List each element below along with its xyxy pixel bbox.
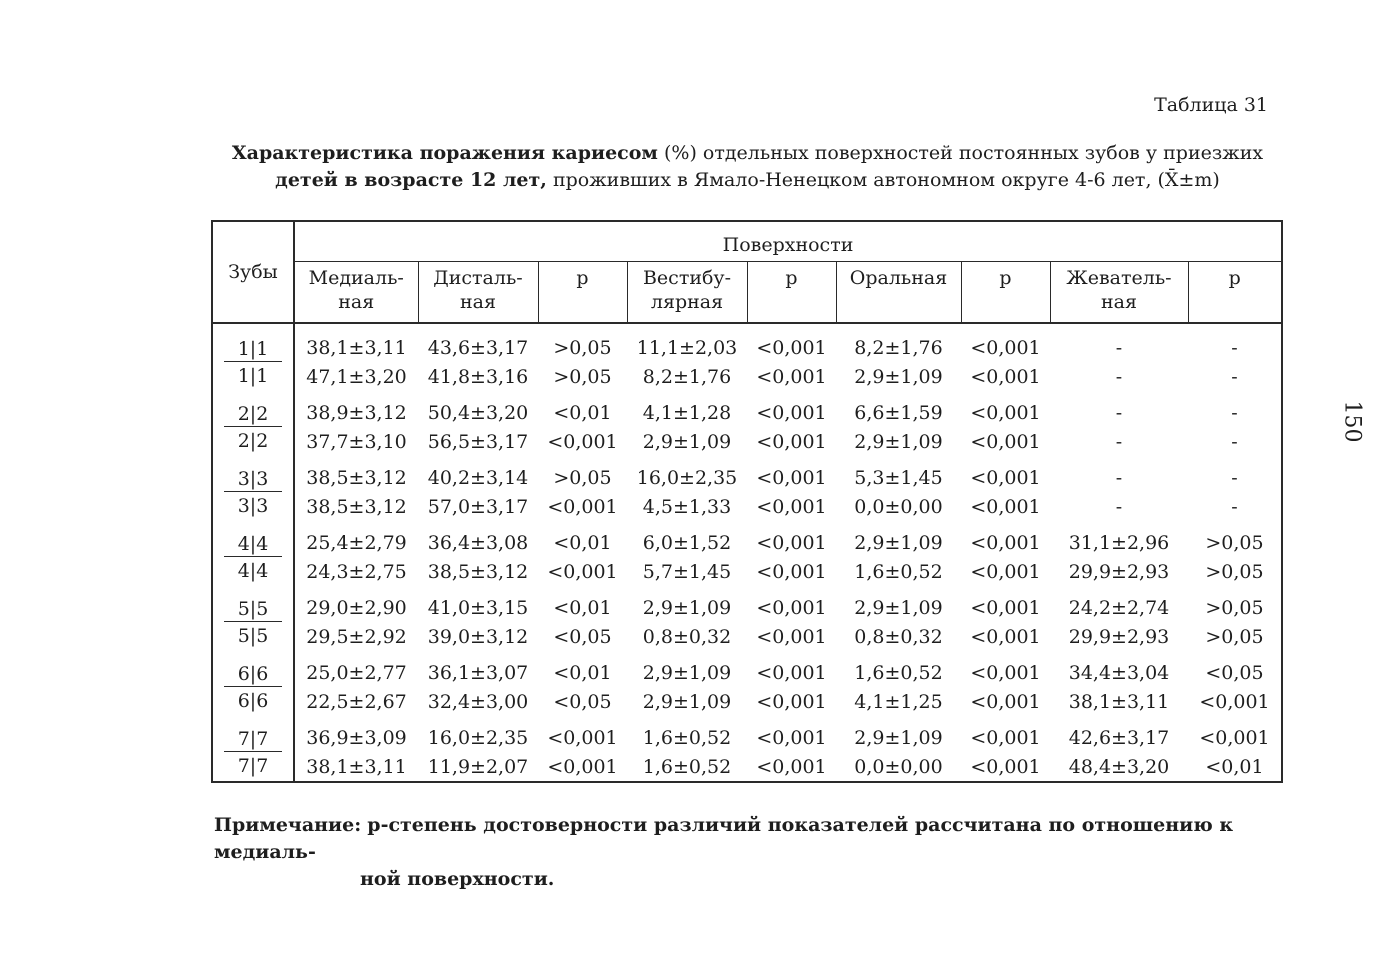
teeth-upper: 4|4 xyxy=(224,529,282,557)
cell-value: <0,001 xyxy=(1199,727,1270,749)
cell-value: <0,001 xyxy=(756,690,827,713)
cell-value: 24,3±2,75 xyxy=(306,560,407,583)
cell-value: <0,001 xyxy=(756,625,827,648)
cell-value: >0,05 xyxy=(1205,532,1264,554)
cell-value: <0,001 xyxy=(756,337,827,359)
cell-value: 38,1±3,11 xyxy=(1068,690,1170,713)
cell-value: <0,001 xyxy=(970,532,1041,554)
column-header-p1 xyxy=(538,262,627,324)
cell-value: 6,0±1,52 xyxy=(642,532,732,554)
cell-value: <0,001 xyxy=(970,430,1041,453)
cell-value: - xyxy=(1115,365,1123,388)
column-header-p3 xyxy=(961,262,1050,324)
cell-p1 xyxy=(538,655,627,720)
cell-p2 xyxy=(747,323,836,395)
cell-value: 2,9±1,09 xyxy=(854,365,943,388)
table-note xyxy=(214,812,1289,893)
column-header-vestibular xyxy=(627,262,747,324)
teeth-cell xyxy=(212,655,294,720)
column-header-line-2: лярная xyxy=(650,291,724,313)
cell-value: - xyxy=(1115,467,1123,489)
teeth-lower: 7|7 xyxy=(237,755,269,777)
teeth-cell xyxy=(212,395,294,460)
cell-value: <0,001 xyxy=(756,532,827,554)
cell-chewing xyxy=(1050,590,1188,655)
cell-medial xyxy=(294,525,418,590)
caption-line2-rest: проживших в Ямало-Ненецком автономном округе 4-6 лет, (X̄±m) xyxy=(552,169,1220,191)
cell-value: <0,001 xyxy=(547,495,618,518)
cell-value: >0,05 xyxy=(553,467,612,489)
cell-value: 6,6±1,59 xyxy=(854,402,943,424)
cell-p3 xyxy=(961,323,1050,395)
column-header-line-2: ная xyxy=(1101,291,1137,313)
cell-value: 38,1±3,11 xyxy=(306,337,407,359)
cell-value: 2,9±1,09 xyxy=(642,690,732,713)
column-header-line-1: Вестибу- xyxy=(642,267,732,289)
cell-distal xyxy=(418,720,538,782)
teeth-formula xyxy=(224,659,282,715)
cell-value: 48,4±3,20 xyxy=(1068,755,1170,778)
cell-value: <0,001 xyxy=(970,560,1041,583)
column-header-line-1: p xyxy=(785,267,798,289)
column-header-line-1: Медиаль- xyxy=(308,267,404,289)
cell-value: <0,001 xyxy=(756,560,827,583)
cell-chewing xyxy=(1050,395,1188,460)
cell-p3 xyxy=(961,525,1050,590)
cell-value: 4,1±1,28 xyxy=(642,402,732,424)
cell-value: 31,1±2,96 xyxy=(1068,532,1170,554)
cell-value: 5,7±1,45 xyxy=(642,560,732,583)
cell-value: <0,01 xyxy=(553,597,612,619)
column-header-row xyxy=(212,262,1282,324)
cell-value: <0,05 xyxy=(553,690,612,713)
cell-p2 xyxy=(747,395,836,460)
table-body xyxy=(212,323,1282,782)
table-row xyxy=(212,460,1282,525)
teeth-upper: 5|5 xyxy=(224,594,282,622)
teeth-lower: 3|3 xyxy=(237,495,269,517)
caption-line-2 xyxy=(210,167,1285,194)
cell-distal xyxy=(418,323,538,395)
cell-value: <0,001 xyxy=(1199,690,1270,713)
cell-chewing xyxy=(1050,655,1188,720)
cell-p4 xyxy=(1188,720,1282,782)
cell-value: 29,0±2,90 xyxy=(306,597,407,619)
cell-value: 29,9±2,93 xyxy=(1068,625,1170,648)
cell-value: 4,5±1,33 xyxy=(642,495,732,518)
cell-value: >0,05 xyxy=(553,365,612,388)
cell-value: <0,001 xyxy=(756,727,827,749)
caption-line-1 xyxy=(210,140,1285,167)
cell-value: <0,001 xyxy=(970,495,1041,518)
cell-value: 38,1±3,11 xyxy=(306,755,407,778)
cell-value: 41,0±3,15 xyxy=(427,597,529,619)
cell-vestibular xyxy=(627,590,747,655)
table-row xyxy=(212,525,1282,590)
teeth-cell xyxy=(212,590,294,655)
column-header-line-1: Оральная xyxy=(849,267,948,289)
cell-value: <0,01 xyxy=(553,532,612,554)
column-header-line-1: p xyxy=(1228,267,1241,289)
cell-value: <0,001 xyxy=(756,495,827,518)
cell-oral xyxy=(836,395,961,460)
cell-p1 xyxy=(538,720,627,782)
cell-value: >0,05 xyxy=(1205,560,1264,583)
teeth-upper: 1|1 xyxy=(224,334,282,362)
cell-value: <0,001 xyxy=(970,727,1041,749)
cell-value: 0,0±0,00 xyxy=(854,495,943,518)
cell-value: 1,6±0,52 xyxy=(642,727,732,749)
cell-value: 38,5±3,12 xyxy=(306,495,407,518)
column-header-p4 xyxy=(1188,262,1282,324)
teeth-formula xyxy=(224,594,282,650)
surfaces-group-header: Поверхности xyxy=(294,221,1282,262)
table-row xyxy=(212,323,1282,395)
cell-value: 2,9±1,09 xyxy=(642,430,732,453)
cell-oral xyxy=(836,460,961,525)
teeth-formula xyxy=(224,334,282,390)
cell-value: <0,001 xyxy=(970,625,1041,648)
page-number: 150 xyxy=(1339,400,1365,443)
cell-p1 xyxy=(538,323,627,395)
cell-value: 43,6±3,17 xyxy=(427,337,529,359)
cell-value: <0,001 xyxy=(756,467,827,489)
cell-distal xyxy=(418,395,538,460)
cell-chewing xyxy=(1050,720,1188,782)
table-label: Таблица 31 xyxy=(1154,94,1268,116)
cell-value: 0,8±0,32 xyxy=(854,625,943,648)
cell-value: 5,3±1,45 xyxy=(854,467,943,489)
cell-p3 xyxy=(961,655,1050,720)
cell-value: 2,9±1,09 xyxy=(854,532,943,554)
caption-bold-part: Характеристика поражения кариесом xyxy=(231,142,658,164)
caption-line2-bold: детей в возрасте 12 лет, xyxy=(275,169,547,191)
cell-distal xyxy=(418,590,538,655)
cell-value: - xyxy=(1231,467,1238,489)
cell-p2 xyxy=(747,655,836,720)
cell-p2 xyxy=(747,590,836,655)
cell-p3 xyxy=(961,590,1050,655)
teeth-lower: 1|1 xyxy=(237,365,269,387)
cell-chewing xyxy=(1050,525,1188,590)
cell-value: - xyxy=(1231,495,1238,518)
note-line-1: p-степень достоверности различий показателей рассчитана по отношению к медиаль- xyxy=(214,814,1234,863)
cell-value: 34,4±3,04 xyxy=(1068,662,1170,684)
cell-medial xyxy=(294,323,418,395)
cell-value: <0,001 xyxy=(756,365,827,388)
cell-value: 4,1±1,25 xyxy=(854,690,943,713)
cell-value: <0,001 xyxy=(756,430,827,453)
cell-value: 47,1±3,20 xyxy=(306,365,407,388)
note-line-2: ной поверхности. xyxy=(360,868,555,890)
cell-vestibular xyxy=(627,323,747,395)
cell-value: <0,01 xyxy=(553,402,612,424)
cell-value: 22,5±2,67 xyxy=(306,690,407,713)
cell-value: 40,2±3,14 xyxy=(427,467,529,489)
cell-p4 xyxy=(1188,655,1282,720)
cell-p4 xyxy=(1188,323,1282,395)
cell-value: - xyxy=(1115,495,1123,518)
cell-value: 1,6±0,52 xyxy=(854,560,943,583)
cell-distal xyxy=(418,655,538,720)
table-caption xyxy=(210,140,1285,194)
teeth-lower: 4|4 xyxy=(237,560,269,582)
cell-p1 xyxy=(538,590,627,655)
cell-value: 29,5±2,92 xyxy=(306,625,407,648)
cell-value: 36,4±3,08 xyxy=(427,532,529,554)
cell-value: 39,0±3,12 xyxy=(427,625,529,648)
cell-value: <0,001 xyxy=(970,662,1041,684)
teeth-lower: 5|5 xyxy=(237,625,269,647)
cell-value: 38,9±3,12 xyxy=(306,402,407,424)
cell-value: >0,05 xyxy=(1205,625,1264,648)
teeth-cell xyxy=(212,460,294,525)
column-header-line-2: ная xyxy=(338,291,375,313)
cell-value: <0,05 xyxy=(1205,662,1264,684)
cell-vestibular xyxy=(627,655,747,720)
teeth-formula xyxy=(224,529,282,585)
column-header-line-1: p xyxy=(576,267,589,289)
cell-p2 xyxy=(747,720,836,782)
cell-value: - xyxy=(1231,337,1238,359)
cell-p4 xyxy=(1188,460,1282,525)
cell-oral xyxy=(836,720,961,782)
cell-chewing xyxy=(1050,460,1188,525)
cell-p3 xyxy=(961,460,1050,525)
cell-value: <0,001 xyxy=(970,467,1041,489)
cell-value: 8,2±1,76 xyxy=(642,365,732,388)
cell-value: <0,001 xyxy=(547,755,618,778)
cell-p1 xyxy=(538,395,627,460)
cell-p4 xyxy=(1188,525,1282,590)
column-header-line-1: Дисталь- xyxy=(433,267,523,289)
cell-p3 xyxy=(961,720,1050,782)
cell-value: 1,6±0,52 xyxy=(854,662,943,684)
cell-value: <0,001 xyxy=(756,755,827,778)
cell-value: <0,001 xyxy=(970,402,1041,424)
cell-vestibular xyxy=(627,720,747,782)
cell-value: <0,001 xyxy=(547,560,618,583)
column-header-line-1: p xyxy=(999,267,1012,289)
cell-value: <0,001 xyxy=(970,597,1041,619)
cell-value: 41,8±3,16 xyxy=(427,365,529,388)
table-row xyxy=(212,655,1282,720)
cell-value: 2,9±1,09 xyxy=(854,727,943,749)
teeth-upper: 7|7 xyxy=(224,724,282,752)
cell-value: 2,9±1,09 xyxy=(854,597,943,619)
cell-value: 2,9±1,09 xyxy=(854,430,943,453)
cell-value: - xyxy=(1231,402,1238,424)
cell-medial xyxy=(294,655,418,720)
cell-value: 16,0±2,35 xyxy=(427,727,529,749)
cell-value: 11,9±2,07 xyxy=(427,755,529,778)
cell-value: - xyxy=(1115,337,1123,359)
cell-value: 29,9±2,93 xyxy=(1068,560,1170,583)
teeth-upper: 3|3 xyxy=(224,464,282,492)
cell-oral xyxy=(836,655,961,720)
cell-value: <0,001 xyxy=(970,755,1041,778)
cell-value: - xyxy=(1231,430,1238,453)
cell-value: 25,0±2,77 xyxy=(306,662,407,684)
cell-oral xyxy=(836,525,961,590)
caption-rest-part: (%) отдельных поверхностей постоянных зубов у приезжих xyxy=(663,142,1264,164)
caries-table xyxy=(211,220,1283,783)
cell-value: <0,001 xyxy=(547,727,618,749)
cell-value: 11,1±2,03 xyxy=(636,337,738,359)
cell-value: <0,01 xyxy=(1205,755,1264,778)
teeth-cell xyxy=(212,323,294,395)
cell-value: 2,9±1,09 xyxy=(642,597,732,619)
column-header-chewing xyxy=(1050,262,1188,324)
cell-value: <0,001 xyxy=(756,662,827,684)
column-header-oral xyxy=(836,262,961,324)
cell-value: - xyxy=(1115,402,1123,424)
table-row xyxy=(212,720,1282,782)
teeth-cell xyxy=(212,720,294,782)
teeth-lower: 6|6 xyxy=(237,690,269,712)
teeth-upper: 6|6 xyxy=(224,659,282,687)
cell-p1 xyxy=(538,460,627,525)
cell-chewing xyxy=(1050,323,1188,395)
cell-value: <0,001 xyxy=(756,402,827,424)
teeth-header: Зубы xyxy=(212,221,294,323)
cell-vestibular xyxy=(627,395,747,460)
teeth-upper: 2|2 xyxy=(224,399,282,427)
column-header-line-1: Жеватель- xyxy=(1066,267,1172,289)
cell-value: - xyxy=(1115,430,1123,453)
cell-value: 50,4±3,20 xyxy=(427,402,529,424)
cell-medial xyxy=(294,590,418,655)
table-row xyxy=(212,395,1282,460)
column-header-line-2: ная xyxy=(460,291,496,313)
cell-value: 16,0±2,35 xyxy=(636,467,738,489)
column-header-distal xyxy=(418,262,538,324)
cell-value: 2,9±1,09 xyxy=(642,662,732,684)
cell-value: <0,001 xyxy=(970,365,1041,388)
cell-value: <0,001 xyxy=(970,337,1041,359)
cell-value: 24,2±2,74 xyxy=(1068,597,1170,619)
note-label: Примечание: xyxy=(214,814,362,836)
cell-p4 xyxy=(1188,590,1282,655)
teeth-formula xyxy=(224,724,282,780)
cell-value: <0,001 xyxy=(970,690,1041,713)
teeth-formula xyxy=(224,464,282,520)
teeth-cell xyxy=(212,525,294,590)
cell-p1 xyxy=(538,525,627,590)
cell-oral xyxy=(836,590,961,655)
cell-value: <0,01 xyxy=(553,662,612,684)
cell-value: 57,0±3,17 xyxy=(427,495,529,518)
cell-value: >0,05 xyxy=(1205,597,1264,619)
cell-value: 38,5±3,12 xyxy=(427,560,529,583)
cell-value: 36,9±3,09 xyxy=(306,727,407,749)
cell-value: <0,05 xyxy=(553,625,612,648)
cell-p3 xyxy=(961,395,1050,460)
cell-value: >0,05 xyxy=(553,337,612,359)
teeth-formula xyxy=(224,399,282,455)
column-header-medial xyxy=(294,262,418,324)
cell-value: - xyxy=(1231,365,1238,388)
cell-distal xyxy=(418,525,538,590)
cell-oral xyxy=(836,323,961,395)
cell-vestibular xyxy=(627,525,747,590)
cell-value: 56,5±3,17 xyxy=(427,430,529,453)
cell-medial xyxy=(294,720,418,782)
table-row xyxy=(212,590,1282,655)
cell-value: 8,2±1,76 xyxy=(854,337,943,359)
cell-medial xyxy=(294,460,418,525)
cell-vestibular xyxy=(627,460,747,525)
cell-value: 32,4±3,00 xyxy=(427,690,529,713)
column-header-p2 xyxy=(747,262,836,324)
cell-value: 36,1±3,07 xyxy=(427,662,529,684)
cell-p2 xyxy=(747,525,836,590)
cell-p4 xyxy=(1188,395,1282,460)
cell-value: <0,001 xyxy=(547,430,618,453)
cell-value: 42,6±3,17 xyxy=(1068,727,1170,749)
cell-value: 37,7±3,10 xyxy=(306,430,407,453)
cell-medial xyxy=(294,395,418,460)
cell-value: 25,4±2,79 xyxy=(306,532,407,554)
cell-p2 xyxy=(747,460,836,525)
cell-value: <0,001 xyxy=(756,597,827,619)
cell-value: 1,6±0,52 xyxy=(642,755,732,778)
teeth-lower: 2|2 xyxy=(237,430,269,452)
cell-value: 38,5±3,12 xyxy=(306,467,407,489)
cell-distal xyxy=(418,460,538,525)
cell-value: 0,0±0,00 xyxy=(854,755,943,778)
cell-value: 0,8±0,32 xyxy=(642,625,732,648)
